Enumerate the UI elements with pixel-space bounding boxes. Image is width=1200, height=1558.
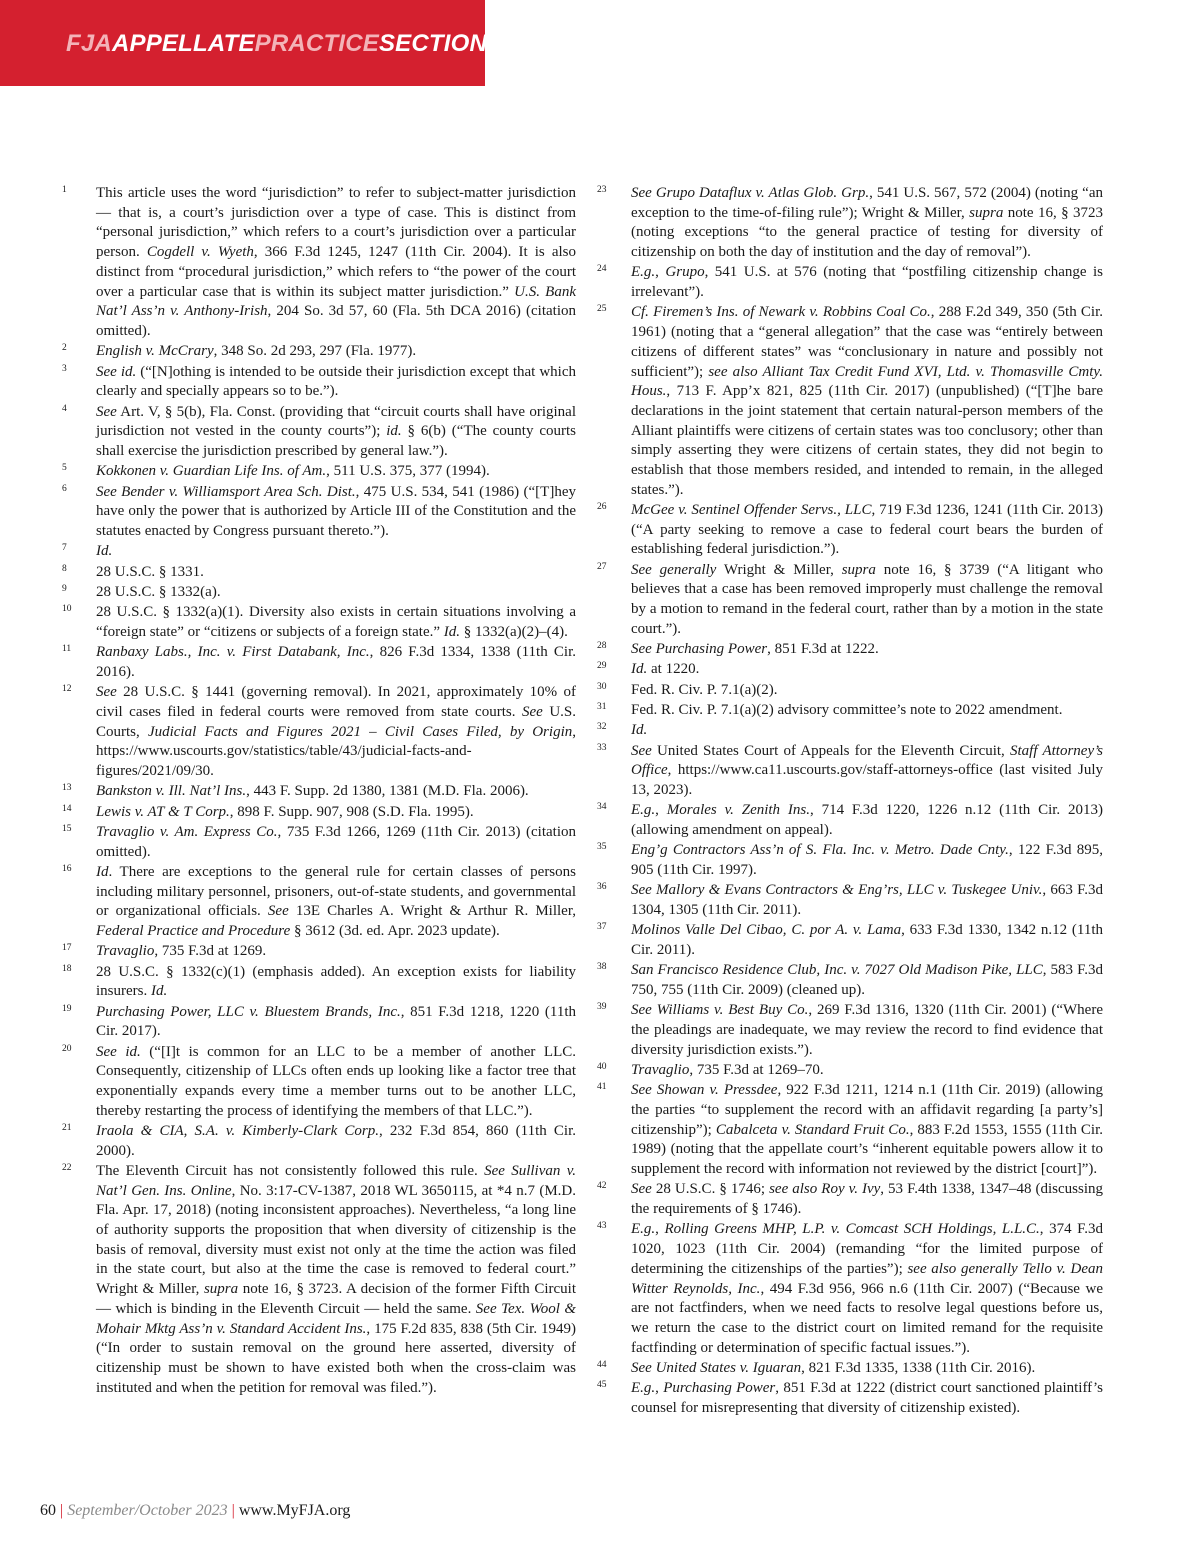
footnote (597, 1001, 1103, 1060)
footnote (597, 640, 1103, 660)
footer-separator: | (60, 1502, 64, 1519)
footnote-citation-italic: See (96, 403, 117, 420)
footnote-text: , 443 F. Supp. 2d 1380, 1381 (M.D. Fla. 2006). (246, 783, 529, 800)
footnote (597, 303, 1103, 500)
footnote-text: , 714 F.3d 1220, 1226 n.12 (11th Cir. 2013) (allowing amendment on appeal). (631, 802, 1103, 839)
footnote-text: , 851 F.3d at 1222 (district court sanctioned plaintiff’s counsel for misrepresenting that diversity of citizenship existed). (631, 1380, 1104, 1416)
footnote-citation-italic: See id. (96, 363, 137, 380)
footnote-text: Art. V, § 5(b), Fla. Const. (providing that “circuit courts shall have original jurisdiction not vested in the county courts”); (96, 403, 576, 440)
footnote-text: (“[N]othing is intended to be outside their jurisdiction except that which clearly and specially appears so to be.”). (96, 363, 577, 400)
footnote-number: 15 (62, 823, 72, 834)
footnote-number: 43 (597, 1221, 607, 1232)
footnote-number: 13 (62, 783, 72, 794)
footnote-text: , 826 F.3d 1334, 1338 (11th Cir. 2016). (96, 644, 576, 680)
footnote (597, 701, 1103, 721)
footnote-text: , 735 F.3d at 1269. (154, 943, 267, 960)
issue-date: September/October 2023 (67, 1502, 228, 1519)
footnote-text: , 288 F.2d 349, 350 (5th Cir. 1961) (noting that a “general allegation” that the case was “entirely between citizens of different states” was “conclusionary in nature and possibly not sufficient”); (631, 304, 1103, 380)
footnote-citation-italic: See id. (96, 1043, 141, 1060)
footnote-text: , https://www.ca11.uscourts.gov/staff-attorneys-office (last visited July 13, 2023). (631, 762, 1103, 799)
footnote-text: , 633 F.3d 1330, 1342 n.12 (11th Cir. 2011). (631, 922, 1103, 959)
footnote-text: U.S. Courts, (96, 703, 576, 740)
footnote-text: , No. 3:17-CV-1387, 2018 WL 3650115, at *4 n.7 (M.D. Fla. Apr. 17, 2018) (noting inconsistent approaches). Nevertheless, “a long line of authority supports the proposition that when diversity of citizenship is the basis of removal, diversity must exist not only at the time the action was filed in the state court, but also at the time the case is removed to federal court.” Wright & Miller, (96, 1182, 576, 1298)
footnote-citation-italic: Bankston v. Ill. Nat’l Ins. (96, 783, 247, 800)
footnote (597, 1220, 1103, 1358)
footnote (597, 841, 1103, 880)
footnote-citation-italic: Id. (96, 543, 113, 560)
footnote-citation-italic: Morales v. Zenith Ins. (666, 802, 810, 819)
footnote-number: 34 (597, 802, 607, 813)
footnote-number: 28 (597, 641, 607, 652)
footnote (597, 681, 1103, 701)
footnote (597, 801, 1103, 840)
footnote (597, 1180, 1103, 1219)
footnote-citation-italic: Purchasing Power (663, 1380, 776, 1397)
footnote (62, 963, 576, 1002)
footnote-text: , 232 F.3d 854, 860 (11th Cir. 2000). (96, 1122, 576, 1159)
footnote-text: note 16, § 3739 (“A litigant who believes that a case has been removed improperly must challenge the removal by a motion to remand in the federal court, rather than by a motion in the state court.”). (631, 561, 1103, 637)
footnote (62, 782, 576, 802)
footnote-text: This article uses the word “jurisdiction” to refer to subject-matter jurisdiction — that is, a court’s jurisdiction over a type of case. This is distinct from “personal jurisdiction,” which refers to a court’s jurisdiction over a particular person. (96, 185, 576, 261)
footnote-citation-italic: See Mallory & Evans Contractors & Eng’rs, LLC v. Tuskegee Univ. (631, 882, 1043, 899)
footnote (62, 1043, 576, 1122)
footnote-number: 45 (597, 1380, 607, 1391)
footnote-text: , 735 F.3d 1266, 1269 (11th Cir. 2013) (citation omitted). (96, 823, 576, 860)
footnote-citation-italic: See Sullivan v. Nat’l Gen. Ins. Online (96, 1162, 576, 1199)
footnote-citation-italic: See generally (631, 561, 717, 578)
footnote-number: 40 (597, 1062, 607, 1073)
footnote-citation-italic: Staff Attorney’s Office (631, 742, 1103, 779)
footnote-number: 10 (62, 604, 72, 615)
footnote (597, 961, 1103, 1000)
footnote-text: § 1332(a)(2)–(4). (460, 623, 568, 640)
footnote-text: , 122 F.3d 895, 905 (11th Cir. 1997). (631, 842, 1103, 879)
footnote (597, 1081, 1103, 1180)
footnote-citation-italic: Molinos Valle Del Cibao, C. por A. v. Lama (631, 922, 902, 939)
footnote-text: , (655, 1380, 664, 1397)
footnote-citation-italic: Id. (443, 623, 461, 640)
footnote-number: 27 (597, 561, 607, 572)
footnote-text: , 851 F.3d 1218, 1220 (11th Cir. 2017). (96, 1003, 576, 1040)
footnote (597, 1359, 1103, 1379)
footnotes-right-column (597, 184, 1103, 1419)
footnote-citation-italic: Cogdell v. Wyeth (146, 244, 254, 261)
footnote-text: , 511 U.S. 375, 377 (1994). (326, 463, 490, 480)
footnote-text: 28 U.S.C. § 1332(a). (96, 583, 221, 600)
footnote-citation-italic: U.S. Bank Nat’l Ass’n v. Anthony-Irish (96, 283, 576, 320)
footnote-number: 19 (62, 1003, 72, 1014)
footnote (62, 1122, 576, 1161)
footnote-text: Wright & Miller, (716, 561, 842, 578)
section-title-appellate: APPELLATE (111, 30, 255, 57)
footnote (597, 660, 1103, 680)
footnote-citation-italic: See (96, 684, 117, 701)
footnote-citation-italic: supra (969, 204, 1004, 221)
footnote-citation-italic: Grupo (665, 264, 705, 281)
footnote (597, 561, 1103, 640)
footnote-citation-italic: supra (203, 1281, 239, 1298)
footnote-citation-italic: Kokkonen v. Guardian Life Ins. of Am. (96, 463, 327, 480)
footnote-text: , (655, 264, 666, 281)
footnote-citation-italic: Eng’g Contractors Ass’n of S. Fla. Inc. v. Metro. Dade Cnty. (631, 842, 1009, 859)
footnote-number: 5 (62, 463, 67, 474)
footnote-text: , 719 F.3d 1236, 1241 (11th Cir. 2013) (“A party seeking to remove a case to federal court bears the burden of establishing federal jurisdiction.”). (631, 502, 1103, 558)
footnote-citation-italic: see also Roy v. Ivy (769, 1181, 881, 1198)
footnote (62, 342, 576, 362)
footnote (62, 542, 576, 562)
footnote-text: (“[I]t is common for an LLC to be a member of another LLC. Consequently, citizenship of LLCs often ends up looking like a factor tree that exponentially expands every time a member turns out to be another LLC, thereby restarting the process of identifying the members of that LLC.”). (96, 1043, 577, 1119)
footnote-number: 26 (597, 502, 607, 513)
footnote (597, 501, 1103, 560)
footnote-number: 3 (62, 363, 67, 374)
footnote (597, 263, 1103, 302)
footnote-number: 24 (597, 264, 607, 275)
footnote-number: 4 (62, 403, 67, 414)
footnotes-left-column (62, 184, 576, 1399)
footnote-citation-italic: See Tex. Wool & Mohair Mktg Ass’n v. Standard Accident Ins. (96, 1300, 576, 1337)
footnote-number: 35 (597, 842, 607, 853)
footnote (597, 742, 1103, 801)
footnote-citation-italic: See Bender v. Williamsport Area Sch. Dist. (96, 483, 356, 500)
footnote-number: 8 (62, 563, 67, 574)
footnote-citation-italic: See (267, 903, 289, 920)
footnote-number: 7 (62, 543, 67, 554)
footnote (597, 721, 1103, 741)
footnote-number: 42 (597, 1181, 607, 1192)
footnote (62, 483, 576, 542)
footnote-number: 36 (597, 882, 607, 893)
footnote-citation-italic: Travaglio v. Am. Express Co. (96, 823, 278, 840)
footnote-citation-italic: English v. McCrary (96, 343, 214, 360)
footnote (62, 583, 576, 603)
footnote-number: 39 (597, 1002, 607, 1013)
footnote-number: 25 (597, 304, 607, 315)
section-title-practice: PRACTICE (254, 30, 379, 57)
footnote-text: , 713 F. App’x 821, 825 (11th Cir. 2017) (unpublished) (“[T]he bare declarations in the joint statement that certain natural-person members of the Alliant plaintiffs were citizens of certain states was too conclusory; other than simply asserting they were citizens of certain states, they did not begin to establish that those members resided, and intended to remain, in the alleged states.”). (631, 383, 1103, 498)
footnote-text: , 366 F.3d 1245, 1247 (11th Cir. 2004). It is also distinct from “procedural jurisdiction,” which refers to “the power of the court over a particular case that is within its subject matter jurisdiction.” (96, 244, 576, 300)
footnote-citation-italic: E.g. (631, 264, 656, 281)
footnote-text: , 821 F.3d 1335, 1338 (11th Cir. 2016). (801, 1359, 1036, 1376)
footnote (597, 184, 1103, 263)
footnote-citation-italic: Id. (631, 661, 648, 678)
footnote-citation-italic: Federal Practice and Procedure (96, 922, 291, 939)
footnote-text: , 475 U.S. 534, 541 (1986) (“[T]hey have only the power that is authorized by Article III of the Constitution and the statutes enacted by Congress pursuant thereto.”). (96, 483, 576, 539)
footnote-number: 29 (597, 661, 607, 672)
footnote (62, 643, 576, 682)
footnote (62, 563, 576, 583)
footnote-number: 22 (62, 1162, 72, 1173)
footnote (597, 881, 1103, 920)
footnote-citation-italic: Cf. Firemen’s Ins. of Newark v. Robbins Coal Co. (631, 304, 931, 321)
website-link[interactable]: www.MyFJA.org (238, 1502, 351, 1519)
footnote-text: , 851 F.3d at 1222. (767, 641, 879, 658)
footnote-number: 11 (62, 644, 72, 655)
footnote (62, 1003, 576, 1042)
footnote-citation-italic: supra (841, 561, 876, 578)
footnote (62, 823, 576, 862)
footnote-citation-italic: See (631, 1181, 652, 1198)
footnote-text: , 53 F.4th 1338, 1347–48 (discussing the requirements of § 1746). (631, 1181, 1103, 1218)
footnote-number: 20 (62, 1043, 72, 1054)
footnote (62, 803, 576, 823)
footnote-citation-italic: Id. (151, 983, 168, 1000)
footnote-citation-italic: Rolling Greens MHP, L.P. v. Comcast SCH Holdings, L.L.C. (664, 1221, 1040, 1238)
footnote-number: 30 (597, 681, 607, 692)
footnote-citation-italic: See (631, 742, 652, 759)
footnote (597, 1379, 1103, 1418)
footnote-text: , 348 So. 2d 293, 297 (Fla. 1977). (213, 343, 417, 360)
footnote-text: , 583 F.3d 750, 755 (11th Cir. 2009) (cleaned up). (631, 962, 1103, 999)
footnote-text: United States Court of Appeals for the Eleventh Circuit, (651, 742, 1011, 759)
footnote-text: . There are exceptions to the general rule for certain classes of persons including military personnel, prisoners, out-of-state students, and governmental or organizational officials. (96, 863, 576, 920)
footnote-text: note 16, § 3723. A decision of the former Fifth Circuit — which is binding in the Eleventh Circuit — held the same. (96, 1281, 576, 1317)
footnote-number: 44 (597, 1359, 607, 1370)
footnote-citation-italic: Cabalceta v. Standard Fruit Co. (715, 1121, 910, 1138)
footnote-text: § 3612 (3d. ed. Apr. 2023 update). (290, 922, 500, 939)
footnote-number: 17 (62, 943, 72, 954)
footnote-text: , 922 F.3d 1211, 1214 n.1 (11th Cir. 2019) (allowing the parties “to supplement the record with an affidavit regarding [a party’s] citizenship”); (631, 1082, 1103, 1138)
footnote-citation-italic: Judicial Facts and Figures 2021 – Civil Cases Filed, by Origin (147, 723, 573, 740)
footnote-text: , 883 F.2d 1553, 1555 (11th Cir. 1989) (noting that the appellate court’s “inherent equitable powers allow it to supplement the record with information not reviewed by the district [court]”). (631, 1121, 1103, 1178)
footnote-text: , 175 F.2d 835, 838 (5th Cir. 1949) (“In order to sustain removal on the ground here asserted, diversity of citizenship must be shown to have existed both when the cross-claim was instituted and when the petition for removal was filed.”). (96, 1320, 576, 1396)
footnote-number: 6 (62, 483, 67, 494)
footnote-text: 28 U.S.C. § 1332(c)(1) (emphasis added). An exception exists for liability insurers. (96, 963, 576, 1000)
footnote-text: at 1220. (647, 661, 700, 678)
footnote-number: 21 (62, 1122, 72, 1133)
footer-separator: | (231, 1502, 235, 1519)
footnote-citation-italic: Id. (631, 722, 648, 739)
footnote-citation-italic: See United States v. Iguaran (631, 1359, 802, 1376)
footnote-citation-italic: Lewis v. AT & T Corp. (96, 803, 230, 820)
footnote-citation-italic: E.g. (631, 1380, 656, 1397)
footnote-citation-italic: See Grupo Dataflux v. Atlas Glob. Grp. (631, 185, 870, 201)
footnote-citation-italic: see also Alliant Tax Credit Fund XVI, Ltd. v. Thomasville Cmty. Hous. (631, 363, 1104, 400)
footnote (62, 942, 576, 962)
section-title-section: SECTION (378, 30, 488, 57)
section-header-banner (0, 0, 488, 86)
footnote-text: , 898 F. Supp. 907, 908 (S.D. Fla. 1995). (229, 803, 474, 820)
footnote-text: , 204 So. 3d 57, 60 (Fla. 5th DCA 2016) (citation omitted). (96, 303, 576, 339)
footnote (62, 863, 576, 942)
footnote-number: 37 (597, 922, 607, 933)
footnote-number: 31 (597, 702, 607, 713)
footnote-text: , 541 U.S. at 576 (noting that “postfiling citizenship change is irrelevant”). (631, 264, 1103, 301)
footnote-citation-italic: E.g. (631, 1221, 656, 1238)
footnote-citation-italic: Id (96, 863, 109, 880)
footnote-citation-italic: see also generally Tello v. Dean Witter Reynolds, Inc. (631, 1260, 1104, 1297)
footnote-number: 38 (597, 962, 607, 973)
footnote (62, 403, 576, 462)
footnote-number: 1 (62, 185, 67, 195)
footnote (62, 184, 576, 342)
footnote-citation-italic: Iraola & CIA, S.A. v. Kimberly-Clark Corp. (96, 1122, 380, 1139)
footnote-text: § 6(b) (“The county courts shall exercise the jurisdiction prescribed by general law.”). (96, 423, 576, 459)
footnote-text: 28 U.S.C. § 1746; (651, 1181, 770, 1198)
footnote-text: , 735 F.3d at 1269–70. (689, 1062, 824, 1079)
footnote-citation-italic: id. (386, 423, 402, 440)
footnote-citation-italic: Purchasing Power, LLC v. Bluestem Brands, Inc. (96, 1003, 401, 1020)
footnote-text: note 16, § 3723 (noting exceptions “to the general practice of testing for diversity of citizenship on both the day of institution and the day of removal”). (631, 204, 1103, 261)
footnote-text: 13E Charles A. Wright & Arthur R. Miller, (288, 903, 576, 920)
footnote-citation-italic: Travaglio (631, 1062, 690, 1079)
footnote-citation-italic: E.g. (631, 802, 656, 819)
footnote-text: Fed. R. Civ. P. 7.1(a)(2) advisory committee’s note to 2022 amendment. (631, 702, 1063, 719)
footnote-citation-italic: See Showan v. Pressdee (631, 1082, 778, 1099)
footnote-text: , 663 F.3d 1304, 1305 (11th Cir. 2011). (631, 882, 1103, 919)
footnote (62, 1162, 576, 1398)
footnote-citation-italic: Travaglio (96, 943, 155, 960)
footnote-number: 33 (597, 742, 607, 753)
footnote (62, 683, 576, 782)
footnote-number: 32 (597, 722, 607, 733)
footnote-text: , https://www.uscourts.gov/statistics/table/43/judicial-facts-and-figures/2021/09/30. (96, 723, 576, 779)
footnote-text: , (655, 802, 667, 819)
footnote-number: 9 (62, 583, 67, 594)
footnote-number: 12 (62, 684, 72, 695)
footnote-text: 28 U.S.C. § 1441 (governing removal). In 2021, approximately 10% of civil cases filed in federal courts were removed from state courts. (96, 684, 576, 720)
footnote-number: 18 (62, 963, 72, 974)
footnote-number: 16 (62, 863, 72, 874)
footnote-citation-italic: Ranbaxy Labs., Inc. v. First Databank, Inc. (96, 644, 370, 661)
footnote-citation-italic: See (521, 703, 543, 720)
section-title (66, 30, 487, 58)
page-footer (40, 1502, 350, 1520)
footnote-citation-italic: See Purchasing Power (631, 641, 768, 658)
footnote-text: , 269 F.3d 1316, 1320 (11th Cir. 2001) (“Where the pleadings are inadequate, we may review the record to find evidence that diversity jurisdiction exists.”). (631, 1002, 1103, 1058)
footnote-text: , (655, 1221, 665, 1238)
footnote (597, 1061, 1103, 1081)
section-title-fja: FJA (66, 30, 112, 57)
footnote-number: 41 (597, 1082, 607, 1093)
footnote-text: , 541 U.S. 567, 572 (2004) (noting “an exception to the time-of-filing rule”); Wright & Miller, (631, 185, 1103, 221)
footnote-text: 28 U.S.C. § 1331. (96, 563, 204, 580)
footnote-text: , 374 F.3d 1020, 1023 (11th Cir. 2004) (remanding “for the limited purpose of determining the citizenships of the parties”); (631, 1221, 1103, 1277)
footnote-text: 28 U.S.C. § 1332(a)(1). Diversity also exists in certain situations involving a “foreign state” or “citizens or subjects of a foreign state.” (96, 604, 576, 640)
footnote-number: 14 (62, 803, 72, 814)
footnote (597, 921, 1103, 960)
page-number: 60 (40, 1502, 56, 1519)
footnote-text: The Eleventh Circuit has not consistently followed this rule. (96, 1162, 485, 1179)
footnote-number: 2 (62, 343, 67, 354)
footnote-citation-italic: McGee v. Sentinel Offender Servs., LLC (631, 502, 872, 519)
footnote-citation-italic: San Francisco Residence Club, Inc. v. 7027 Old Madison Pike, LLC (631, 962, 1043, 979)
footnote (62, 363, 576, 402)
footnote-number: 23 (597, 185, 607, 195)
footnote-text: , 494 F.3d 956, 966 n.6 (11th Cir. 2007) (“Because we are not factfinders, when we need facts to resolve legal questions before us, we return the case to the district court on limited remand for the requisite factfinding or determination of specific factual issues.”). (631, 1280, 1103, 1356)
footnote-citation-italic: See Williams v. Best Buy Co. (631, 1002, 809, 1019)
footnote (62, 603, 576, 642)
footnote (62, 462, 576, 482)
footnote-text: Fed. R. Civ. P. 7.1(a)(2). (631, 681, 778, 698)
